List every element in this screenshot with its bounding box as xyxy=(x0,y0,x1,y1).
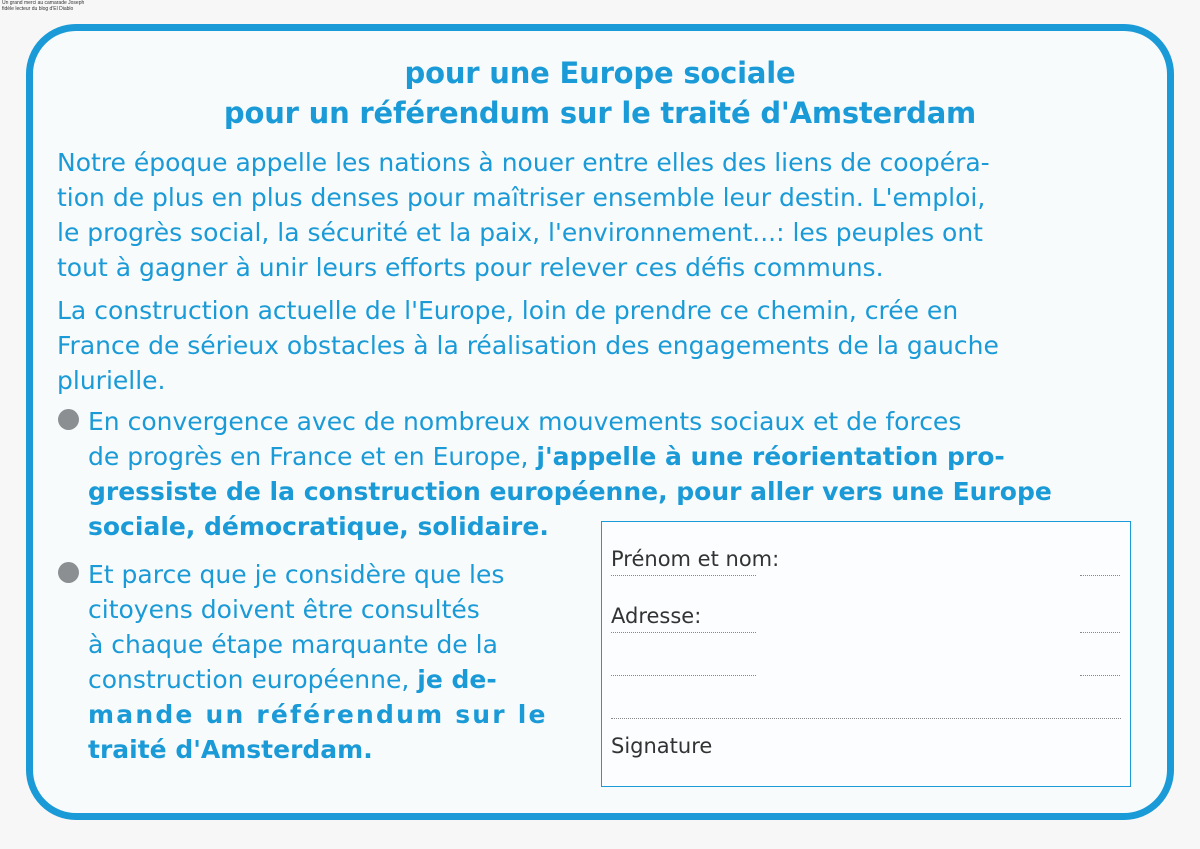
address-field-line-end[interactable] xyxy=(1080,632,1120,633)
bullet-line: traité d'Amsterdam. xyxy=(88,735,373,764)
bullet-referendum xyxy=(88,557,548,767)
title-line-2: pour un référendum sur le traité d'Amsterdam xyxy=(223,96,977,130)
paragraph-line: tout à gagner à unir leurs efforts pour relever ces défis communs. xyxy=(57,253,884,282)
bullet-line: mande un référendum sur le xyxy=(88,700,548,729)
bullet-text-bold: j'appelle à une réorientation pro- xyxy=(536,442,1005,471)
paragraph-line: Notre époque appelle les nations à nouer entre elles des liens de coopéra- xyxy=(57,148,990,177)
bullet-line: sociale, démocratique, solidaire. xyxy=(88,512,549,541)
bullet-text-plain: construction européenne, xyxy=(88,665,418,694)
bullet-line: à chaque étape marquante de la xyxy=(88,630,498,659)
bullet-line xyxy=(88,439,1052,474)
bullet-line: Et parce que je considère que les xyxy=(88,560,505,589)
paragraph-line: plurielle. xyxy=(57,366,166,395)
paragraph-line: France de sérieux obstacles à la réalisation des engagements de la gauche xyxy=(57,331,999,360)
address-field-line-2[interactable] xyxy=(611,675,756,676)
paragraph-line: La construction actuelle de l'Europe, loin de prendre ce chemin, crée en xyxy=(57,296,959,325)
bullet-line xyxy=(88,662,548,697)
bullet-dot-icon xyxy=(58,562,79,583)
bullet-text-bold: je de- xyxy=(417,665,497,694)
credit-line-2: fidèle lecteur du blog d'El Diablo xyxy=(2,6,74,12)
bullet-text-plain: de progrès en France et en Europe, xyxy=(88,442,537,471)
bullet-dot-icon xyxy=(58,409,79,430)
credit-note xyxy=(2,0,84,12)
name-field-line-end[interactable] xyxy=(1080,575,1120,576)
credit-line-1: Un grand merci au camarade Joseph xyxy=(2,0,85,6)
bullet-line: gressiste de la construction européenne, pour aller vers une Europe xyxy=(88,477,1052,506)
title-line-1: pour une Europe sociale xyxy=(404,56,796,90)
paragraph-line: le progrès social, la sécurité et la paix, l'environnement...: les peuples ont xyxy=(57,218,983,247)
bullet-line: citoyens doivent être consultés xyxy=(88,595,480,624)
bullet-line: En convergence avec de nombreux mouvements sociaux et de forces xyxy=(88,407,962,436)
signature-label: Signature xyxy=(611,734,713,758)
name-field-line[interactable] xyxy=(611,575,756,576)
address-field-line-3[interactable] xyxy=(611,718,1121,719)
paragraph-construction xyxy=(57,293,1137,398)
address-field-line-2-end[interactable] xyxy=(1080,675,1120,676)
address-field-line[interactable] xyxy=(611,632,756,633)
address-label: Adresse: xyxy=(611,604,702,628)
paragraph-line: tion de plus en plus denses pour maîtriser ensemble leur destin. L'emploi, xyxy=(57,183,986,212)
name-label: Prénom et nom: xyxy=(611,547,780,571)
paragraph-intro xyxy=(57,145,1137,285)
